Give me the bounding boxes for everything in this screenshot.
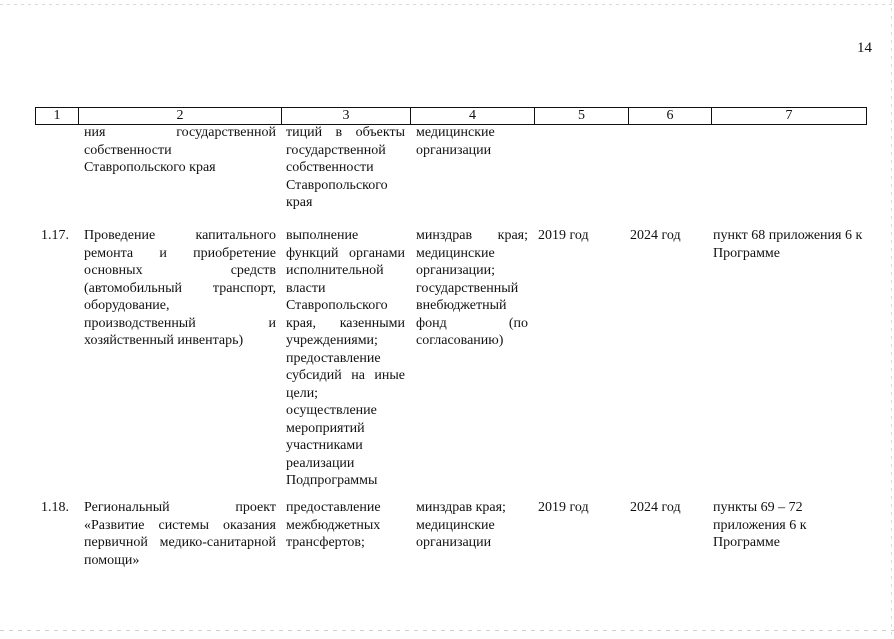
- scan-artifact-right: [891, 0, 892, 639]
- header-cell-2: 2: [79, 108, 282, 125]
- row-1-17-mechanism-1: выполнение функций органами исполнительной власти Ставропольского края, казенными учреждениями;: [286, 228, 405, 348]
- row-1-17-number: 1.17.: [41, 228, 69, 243]
- row-1-18-executor: минздрав края; медицинские организации: [416, 500, 506, 550]
- row-1-17-mechanism-2: предоставление субсидий на иные цели;: [286, 350, 405, 401]
- header-cell-7: 7: [712, 108, 867, 125]
- row-1-18-end: 2024 год: [630, 500, 681, 515]
- row-1-18-mechanism-1: предоставление межбюджетных трансфертов;: [286, 500, 381, 550]
- row-1-17-link: пункт 68 приложения 6 к Программе: [713, 228, 863, 261]
- scan-artifact-bottom: [0, 630, 894, 631]
- header-cell-3: 3: [282, 108, 411, 125]
- row-1-18-name: Региональный проект «Развитие системы оказания первичной медико-санитарной помощи»: [84, 500, 276, 568]
- column-number-header: [35, 107, 867, 125]
- row-1-17-mechanism: [286, 227, 405, 490]
- scan-artifact-top: [0, 4, 894, 5]
- header-cell-4: 4: [411, 108, 535, 125]
- row-1-17-end: 2024 год: [630, 228, 681, 243]
- row-1-17-start: 2019 год: [538, 228, 589, 243]
- row-1-17-executor: минздрав края; медицинские организации; государственный внебюджетный фонд (по согласованию): [416, 228, 528, 348]
- page-number: 14: [857, 40, 872, 56]
- row-1-17-name: Проведение капитального ремонта и приобретение основных средств (автомобильный транспорт, оборудование, производственный и хозяйственный инвентарь): [84, 228, 276, 348]
- continuation-col4: медицинские организации: [416, 125, 495, 158]
- continuation-col3: тиций в объекты государственной собственности Ставропольского края: [286, 125, 405, 210]
- continuation-col2: ния государственной собственности Ставропольского края: [84, 125, 276, 175]
- header-cell-5: 5: [535, 108, 629, 125]
- header-cell-6: 6: [629, 108, 712, 125]
- header-cell-1: 1: [36, 108, 79, 125]
- row-1-18-start: 2019 год: [538, 500, 589, 515]
- row-1-18-number: 1.18.: [41, 500, 69, 515]
- row-1-17-mechanism-3: осуществление мероприятий участниками реализации Подпрограммы: [286, 403, 378, 488]
- row-1-18-link: пункты 69 – 72 приложения 6 к Программе: [713, 500, 807, 550]
